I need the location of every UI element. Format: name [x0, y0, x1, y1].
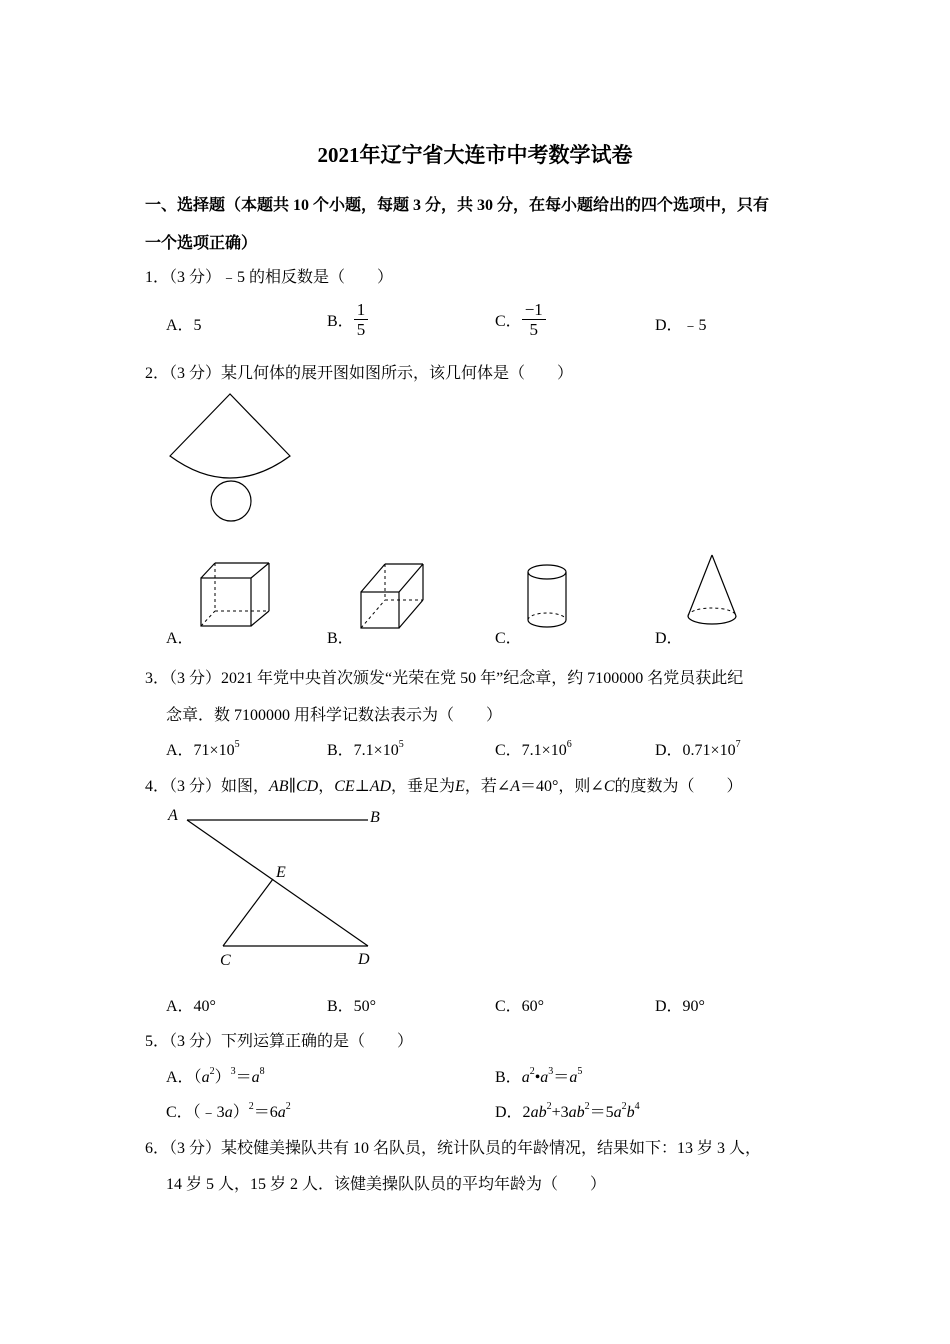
q3-option-d-exponent: 7 — [735, 739, 741, 750]
page-title: 2021年辽宁省大连市中考数学试卷 — [317, 143, 633, 167]
q4-segment-cd: CD — [295, 778, 319, 795]
q1-stem: 1．（3 分）﹣5 的相反数是（ ） — [145, 269, 394, 286]
q1-option-b-fraction — [354, 300, 369, 339]
q4-label-e: E — [276, 864, 286, 881]
q4-stem-part: 4．（3 分）如图， — [145, 778, 270, 795]
q6-stem-line2: 14 岁 5 人，15 岁 2 人．该健美操队队员的平均年龄为（ ） — [166, 1176, 607, 1193]
q4-label-a: A — [168, 807, 178, 824]
q4-stem-part: 的度数为（ ） — [614, 778, 743, 795]
q2-option-a-cube-figure — [195, 560, 275, 630]
q5-stem: 5．（3 分）下列运算正确的是（ ） — [145, 1033, 414, 1050]
q2-stem: 2．（3 分）某几何体的展开图如图所示，该几何体是（ ） — [145, 365, 574, 382]
q2-option-a: A． — [166, 630, 194, 647]
q3-option-b-exponent: 5 — [398, 739, 404, 750]
q4-label-d: D — [358, 951, 370, 968]
q2-option-b: B． — [327, 630, 354, 647]
q4-stem-part: ，若∠ — [464, 778, 511, 795]
q2-option-d: D． — [655, 630, 683, 647]
q1-option-b — [327, 300, 368, 339]
q3-option-a-exponent: 5 — [234, 739, 240, 750]
q4-perpendicular-symbol: ⊥ — [354, 778, 370, 795]
q4-option-c: C．60° — [495, 998, 545, 1015]
fraction-numerator: 1 — [354, 300, 369, 320]
q3-option-a-base: A．71×10 — [166, 742, 235, 759]
q4-option-a: A．40° — [166, 998, 216, 1015]
q3-stem-line1: 3．（3 分）2021 年党中央首次颁发“光荣在党 50 年”纪念章，约 7100000 名党员获此纪 — [145, 670, 744, 687]
q3-option-c-exponent: 6 — [566, 739, 572, 750]
q4-option-b: B．50° — [327, 998, 377, 1015]
q4-point-e: E — [455, 778, 465, 795]
q6-stem-line1: 6．（3 分）某校健美操队共有 10 名队员，统计队员的年龄情况，结果如下：13 岁 3 人， — [145, 1140, 762, 1157]
q4-geometry-figure — [160, 800, 390, 975]
q3-option-c — [495, 737, 572, 760]
q3-option-d-base: D．0.71×10 — [655, 742, 736, 759]
q4-stem — [145, 773, 743, 796]
q2-option-c: C． — [495, 630, 522, 647]
q1-option-c — [495, 300, 546, 339]
q5-option-c: C．$(﹣3a)^2=6a^2$ — [166, 1101, 291, 1121]
q4-label-c: C — [220, 952, 231, 969]
q4-stem-part: ＝40°，则∠ — [520, 778, 604, 795]
q3-option-a — [166, 737, 240, 760]
q2-net-figure — [160, 390, 300, 530]
q5-option-d: D．$2ab^2+3ab^2=5a^2b^4$ — [495, 1101, 640, 1121]
fraction-denominator: 5 — [356, 320, 366, 339]
q2-option-b-cuboid-figure — [355, 560, 435, 630]
q5-option-b: B．$a^2•a^3=a^5$ — [495, 1066, 583, 1086]
q3-stem-line2: 念章．数 7100000 用科学记数法表示为（ ） — [166, 707, 503, 724]
q3-option-b — [327, 737, 404, 760]
section-header-line2: 一个选项正确） — [145, 235, 258, 252]
fraction-denominator: 5 — [529, 320, 538, 339]
q4-segment-ab: AB — [269, 778, 289, 795]
q5-option-a: A．$(a^2)^3=a^8$ — [166, 1066, 265, 1086]
q1-option-a: A．5 — [166, 317, 202, 334]
q2-option-c-cylinder-figure — [520, 560, 580, 635]
q4-parallel-symbol: ∥ — [288, 778, 296, 795]
q4-angle-c: C — [603, 778, 615, 795]
q4-angle-a: A — [510, 778, 521, 795]
q1-option-c-fraction — [522, 300, 546, 339]
q3-option-c-base: C．7.1×10 — [495, 742, 567, 759]
q2-option-d-cone-figure — [682, 552, 752, 632]
q4-segment-ce: CE — [334, 778, 355, 795]
q3-option-d — [655, 737, 741, 760]
fraction-numerator: −1 — [522, 300, 546, 320]
q4-stem-part: ， — [318, 778, 335, 795]
q4-option-d: D．90° — [655, 998, 705, 1015]
q1-option-c-label: C． — [495, 313, 522, 330]
q1-option-b-label: B． — [327, 313, 354, 330]
q1-option-d: D．﹣5 — [655, 317, 707, 334]
section-header-line1: 一、选择题（本题共 10 个小题，每题 3 分，共 30 分，在每小题给出的四个选项中，只有 — [145, 197, 770, 214]
q4-segment-ad: AD — [369, 778, 392, 795]
q3-option-b-base: B．7.1×10 — [327, 742, 399, 759]
q4-stem-part: ，垂足为 — [391, 778, 456, 795]
q4-label-b: B — [370, 809, 380, 826]
